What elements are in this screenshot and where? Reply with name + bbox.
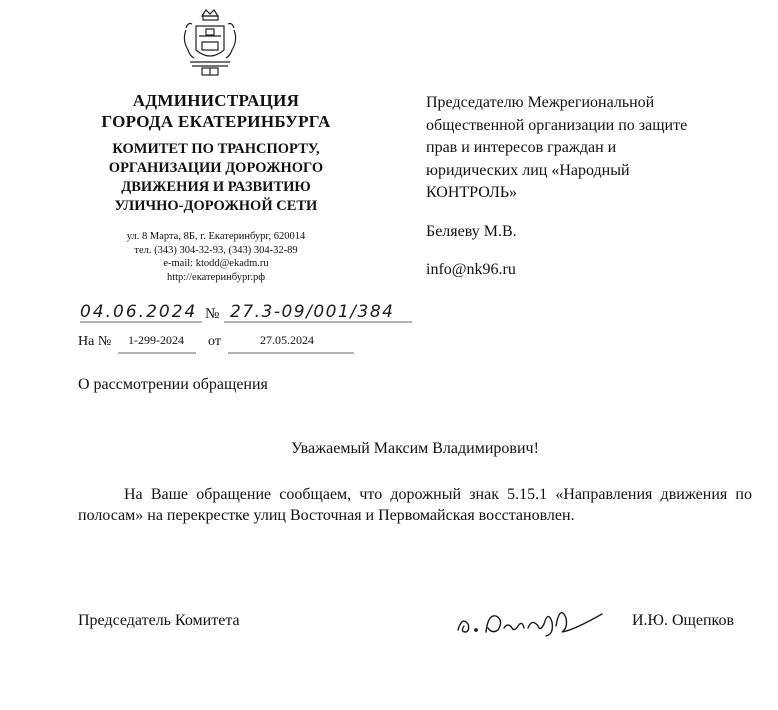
subject: О рассмотрении обращения <box>78 376 268 393</box>
signatory-name: И.Ю. Ощепков <box>632 612 735 629</box>
recipient-block <box>426 92 756 282</box>
greeting: Уважаемый Максим Владимирович! <box>291 440 539 457</box>
outgoing-number-sign: № <box>205 306 220 322</box>
contacts <box>60 230 372 284</box>
outgoing-date: 04.06.2024 <box>80 302 198 322</box>
reference-date: 27.05.2024 <box>260 333 314 347</box>
recipient-name: Беляеву М.В. <box>426 222 517 240</box>
org-name-line1: АДМИНИСТРАЦИЯ <box>132 91 300 110</box>
website: http://екатеринбург.рф <box>166 271 266 283</box>
committee-line: УЛИЧНО-ДОРОЖНОЙ СЕТИ <box>114 198 318 214</box>
recipient-line: общественной организации по защите <box>426 116 688 134</box>
committee-name <box>60 140 372 216</box>
recipient-line: КОНТРОЛЬ» <box>426 184 518 201</box>
body-paragraph: На Ваше обращение сообщаем, что дорожный знак 5.15.1 «Направления движения по полосам» на перекрестке улиц Восточная и Первомайская восстановлен. <box>78 486 752 524</box>
recipient-email: info@nk96.ru <box>426 261 516 278</box>
email: e-mail: ktodd@ekadm.ru <box>163 258 269 269</box>
committee-line: ДВИЖЕНИЯ И РАЗВИТИЮ <box>121 179 311 195</box>
recipient-line: Председателю Межрегиональной <box>426 94 655 111</box>
committee-line: ОРГАНИЗАЦИИ ДОРОЖНОГО <box>108 160 324 176</box>
reference-label: На № <box>78 334 112 349</box>
sender-block <box>60 90 372 284</box>
committee-line: КОМИТЕТ ПО ТРАНСПОРТУ, <box>112 141 320 157</box>
reference-number: 1-299-2024 <box>128 333 184 347</box>
handwritten-signature <box>452 598 612 640</box>
phone: тел. (343) 304-32-93, (343) 304-32-89 <box>134 244 298 256</box>
reference-from-label: от <box>208 334 221 349</box>
signatory-title: Председатель Комитета <box>78 612 240 629</box>
recipient-line: прав и интересов граждан и <box>426 139 617 156</box>
address: ул. 8 Марта, 8Б, г. Екатеринбург, 620014 <box>126 231 306 242</box>
recipient-line: юридических лиц «Народный <box>426 161 630 179</box>
org-name-line2: ГОРОДА ЕКАТЕРИНБУРГА <box>101 112 331 131</box>
city-emblem-icon <box>180 6 240 78</box>
outgoing-number: 27.3-09/001/384 <box>230 302 395 322</box>
